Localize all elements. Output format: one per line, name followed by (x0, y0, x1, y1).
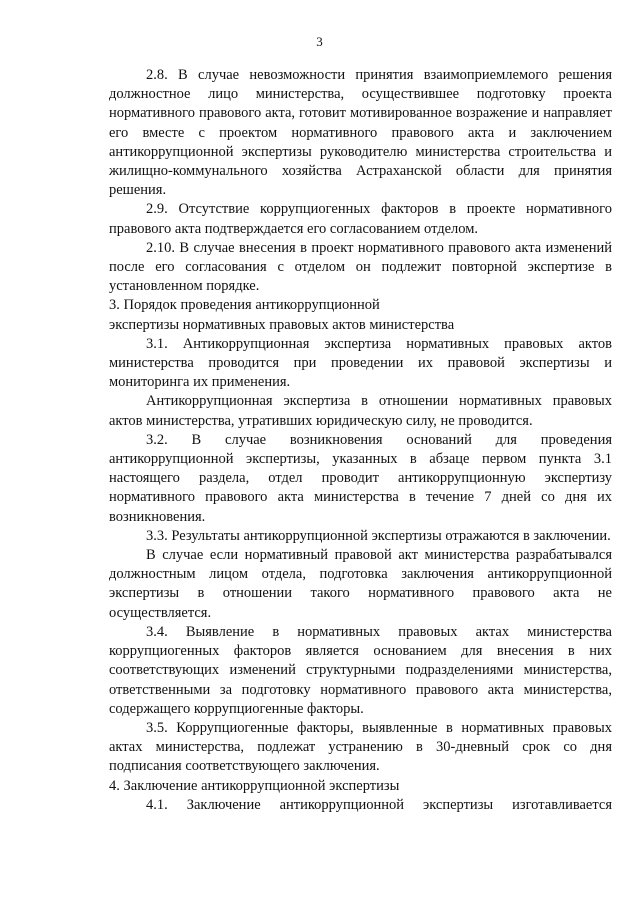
paragraph-3-4: 3.4. Выявление в нормативных правовых актах министерства коррупциогенных факторов является основанием для внесения в них соответствующих изменений структурными подразделениями министерства, ответственными за подготовку нормативного правового акта министерства, содержащего коррупциогенные факторы. (109, 623, 612, 717)
section-3-title-line-1: 3. Порядок проведения антикоррупционной (109, 297, 380, 314)
paragraph-3-2: 3.2. В случае возникновения оснований для проведения антикоррупционной экспертизы, указанных в абзаце первом пункта 3.1 настоящего раздела, отдел проводит антикоррупционную экспертизу нормативного правового акта министерства в течение 7 дней со дня их возникновения. (109, 431, 612, 525)
section-3-title-line-2: экспертизы нормативных правовых актов министерства (109, 316, 455, 333)
section-4-title: 4. Заключение антикоррупционной экспертизы (109, 777, 400, 794)
paragraph-2-10: 2.10. В случае внесения в проект нормативного правового акта изменений после его согласования с отделом он подлежит повторной экспертизе в установленном порядке. (109, 239, 612, 295)
page-number: 3 (316, 34, 323, 49)
paragraph-3-3-second: В случае если нормативный правовой акт министерства разрабатывался должностным лицом отдела, подготовка заключения антикоррупционной экспертизы в отношении такого нормативного правового акта не осуществляется. (109, 547, 612, 621)
paragraph-4-1: 4.1. Заключение антикоррупционной экспертизы изготавливается (146, 796, 612, 813)
paragraph-2-8: 2.8. В случае невозможности принятия взаимоприемлемого решения должностное лицо министерства, осуществившее подготовку проекта нормативного правового акта, готовит мотивированное возражение и направляет его вместе с проектом нормативного правового акта и заключением антикоррупционной экспертизы руководителю министерства строительства и жилищно-коммунального хозяйства Астраханской области для принятия решения. (109, 67, 612, 199)
paragraph-3-3: 3.3. Результаты антикоррупционной экспертизы отражаются в заключении. (146, 527, 611, 544)
document-body (109, 66, 612, 815)
paragraph-3-1: 3.1. Антикоррупционная экспертиза нормативных правовых актов министерства проводится при проведении их правовой экспертизы и мониторинга их применения. (109, 335, 612, 391)
paragraph-2-9: 2.9. Отсутствие коррупциогенных факторов в проекте нормативного правового акта подтверждается его согласованием отделом. (109, 201, 612, 237)
paragraph-3-5: 3.5. Коррупциогенные факторы, выявленные в нормативных правовых актах министерства, подлежат устранению в 30-дневный срок со дня подписания соответствующего заключения. (109, 719, 612, 775)
paragraph-3-1-second: Антикоррупционная экспертиза в отношении нормативных правовых актов министерства, утративших юридическую силу, не проводится. (109, 393, 612, 429)
